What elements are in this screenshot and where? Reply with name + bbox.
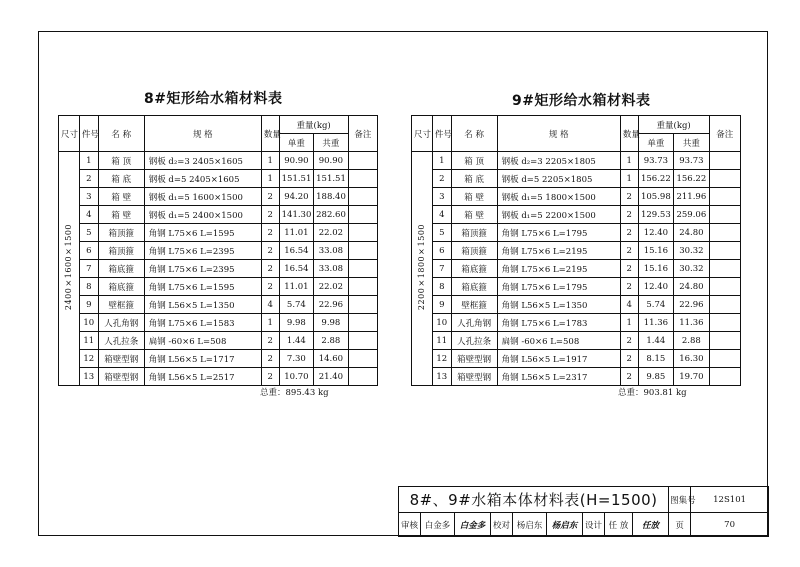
- title-block: [398, 486, 768, 536]
- cell-total-weight: 22.96: [314, 296, 349, 314]
- table8: [58, 115, 378, 386]
- cell-name: 箱底箍: [98, 278, 144, 296]
- cell-total-weight: 2.88: [314, 332, 349, 350]
- cell-total-weight: 11.36: [674, 314, 710, 332]
- cell-qty: 2: [261, 206, 279, 224]
- cell-note: [709, 332, 740, 350]
- cell-qty: 4: [261, 296, 279, 314]
- cell-spec: 扁钢 -60×6 L=508: [144, 332, 261, 350]
- cell-name: 箱底箍: [451, 278, 497, 296]
- table-row: [59, 206, 378, 224]
- table-row: [412, 224, 741, 242]
- cell-total-weight: 30.32: [674, 242, 710, 260]
- cell-note: [709, 296, 740, 314]
- cell-total-weight: 93.73: [674, 152, 710, 170]
- cell-no: 3: [432, 188, 451, 206]
- cell-no: 13: [79, 368, 98, 386]
- table-row: [412, 278, 741, 296]
- table-row: [59, 152, 378, 170]
- cell-unit-weight: 105.98: [638, 188, 674, 206]
- cell-spec: 角钢 L56×5 L=1917: [497, 350, 620, 368]
- cell-total-weight: 2.88: [674, 332, 710, 350]
- cell-spec: 角钢 L56×5 L=1350: [497, 296, 620, 314]
- cell-unit-weight: 129.53: [638, 206, 674, 224]
- table9-title: 9#矩形给水箱材料表: [512, 93, 651, 109]
- table-row: [59, 188, 378, 206]
- cell-total-weight: 24.80: [674, 224, 710, 242]
- cell-unit-weight: 5.74: [638, 296, 674, 314]
- cell-no: 2: [432, 170, 451, 188]
- cell-note: [348, 278, 377, 296]
- cell-qty: 2: [620, 224, 638, 242]
- cell-qty: 1: [620, 314, 638, 332]
- header-name: 名 称: [451, 116, 497, 152]
- cell-name: 箱 壁: [451, 206, 497, 224]
- cell-unit-weight: 10.70: [279, 368, 314, 386]
- cell-total-weight: 33.08: [314, 242, 349, 260]
- cell-qty: 2: [261, 350, 279, 368]
- cell-spec: 角钢 L75×6 L=2195: [497, 260, 620, 278]
- table-row: [59, 296, 378, 314]
- cell-qty: 2: [620, 368, 638, 386]
- reviewer-signature: 白金多: [455, 513, 491, 537]
- atlas-label: 图集号: [669, 487, 691, 513]
- cell-total-weight: 21.40: [314, 368, 349, 386]
- cell-total-weight: 14.60: [314, 350, 349, 368]
- atlas-number: 12S101: [691, 487, 769, 513]
- cell-no: 11: [79, 332, 98, 350]
- table-row: [59, 314, 378, 332]
- cell-spec: 钢板 d₂=3 2205×1805: [497, 152, 620, 170]
- header-no: 件号: [432, 116, 451, 152]
- cell-unit-weight: 156.22: [638, 170, 674, 188]
- table-row: [59, 350, 378, 368]
- header-name: 名 称: [98, 116, 144, 152]
- cell-no: 6: [432, 242, 451, 260]
- header-note: 备注: [709, 116, 740, 152]
- cell-spec: 钢板 d₂=3 2405×1605: [144, 152, 261, 170]
- table-row: [412, 296, 741, 314]
- review-label: 审核: [399, 513, 421, 537]
- cell-spec: 钢板 d=5 2405×1605: [144, 170, 261, 188]
- cell-unit-weight: 11.01: [279, 224, 314, 242]
- cell-note: [709, 224, 740, 242]
- table-row: [59, 170, 378, 188]
- cell-unit-weight: 8.15: [638, 350, 674, 368]
- cell-name: 箱壁型钢: [451, 350, 497, 368]
- cell-total-weight: 211.96: [674, 188, 710, 206]
- cell-qty: 2: [261, 188, 279, 206]
- cell-unit-weight: 7.30: [279, 350, 314, 368]
- cell-spec: 角钢 L75×6 L=1583: [144, 314, 261, 332]
- cell-unit-weight: 151.51: [279, 170, 314, 188]
- cell-note: [348, 314, 377, 332]
- table-row: [412, 332, 741, 350]
- cell-qty: 2: [620, 206, 638, 224]
- cell-total-weight: 156.22: [674, 170, 710, 188]
- cell-qty: 1: [261, 170, 279, 188]
- design-label: 设计: [583, 513, 605, 537]
- cell-note: [709, 278, 740, 296]
- cell-spec: 角钢 L56×5 L=1350: [144, 296, 261, 314]
- cell-qty: 2: [620, 350, 638, 368]
- cell-name: 箱 壁: [451, 188, 497, 206]
- cell-unit-weight: 11.36: [638, 314, 674, 332]
- cell-qty: 2: [261, 278, 279, 296]
- cell-no: 12: [432, 350, 451, 368]
- cell-unit-weight: 1.44: [638, 332, 674, 350]
- cell-total-weight: 22.02: [314, 224, 349, 242]
- cell-spec: 角钢 L56×5 L=1717: [144, 350, 261, 368]
- cell-note: [348, 296, 377, 314]
- cell-note: [348, 188, 377, 206]
- cell-no: 10: [432, 314, 451, 332]
- cell-spec: 角钢 L75×6 L=2195: [497, 242, 620, 260]
- cell-name: 箱壁型钢: [98, 368, 144, 386]
- designer-name: 任 放: [605, 513, 633, 537]
- cell-spec: 角钢 L75×6 L=1795: [497, 224, 620, 242]
- size-cell: [59, 152, 80, 386]
- cell-unit-weight: 141.30: [279, 206, 314, 224]
- cell-name: 箱底箍: [98, 260, 144, 278]
- cell-total-weight: 16.30: [674, 350, 710, 368]
- cell-no: 10: [79, 314, 98, 332]
- cell-unit-weight: 12.40: [638, 278, 674, 296]
- cell-spec: 角钢 L75×6 L=2395: [144, 242, 261, 260]
- check-label: 校对: [491, 513, 513, 537]
- cell-no: 8: [432, 278, 451, 296]
- cell-qty: 1: [261, 152, 279, 170]
- cell-spec: 钢板 d₁=5 2200×1500: [497, 206, 620, 224]
- cell-note: [709, 314, 740, 332]
- cell-no: 7: [79, 260, 98, 278]
- table-row: [412, 188, 741, 206]
- cell-unit-weight: 94.20: [279, 188, 314, 206]
- table9-grand-total: 总重：903.81 kg: [618, 388, 687, 398]
- cell-no: 9: [432, 296, 451, 314]
- table9: [411, 115, 741, 386]
- header-qty: 数量: [620, 116, 638, 152]
- cell-total-weight: 9.98: [314, 314, 349, 332]
- cell-no: 7: [432, 260, 451, 278]
- table-row: [59, 242, 378, 260]
- cell-unit-weight: 9.85: [638, 368, 674, 386]
- table-row: [412, 170, 741, 188]
- table8-grand-total: 总重：895.43 kg: [260, 388, 329, 398]
- cell-total-weight: 282.60: [314, 206, 349, 224]
- reviewer-name: 白金多: [421, 513, 455, 537]
- cell-spec: 角钢 L75×6 L=2395: [144, 260, 261, 278]
- cell-total-weight: 188.40: [314, 188, 349, 206]
- cell-unit-weight: 1.44: [279, 332, 314, 350]
- size-label: 2400×1600×1500: [64, 223, 74, 311]
- cell-no: 1: [79, 152, 98, 170]
- table9-body: [412, 116, 741, 386]
- cell-unit-weight: 16.54: [279, 260, 314, 278]
- cell-note: [709, 170, 740, 188]
- cell-note: [709, 188, 740, 206]
- header-weight: 重量(kg): [279, 116, 348, 134]
- table-row: [59, 332, 378, 350]
- cell-spec: 钢板 d=5 2205×1805: [497, 170, 620, 188]
- cell-note: [709, 260, 740, 278]
- cell-no: 4: [432, 206, 451, 224]
- table-row: [412, 314, 741, 332]
- cell-name: 人孔角钢: [451, 314, 497, 332]
- header-size: 尺寸: [59, 116, 80, 152]
- table-row: [59, 278, 378, 296]
- cell-name: 箱顶箍: [98, 242, 144, 260]
- cell-note: [348, 260, 377, 278]
- table8-title: 8#矩形给水箱材料表: [144, 91, 283, 107]
- cell-qty: 2: [620, 188, 638, 206]
- cell-name: 箱 壁: [98, 206, 144, 224]
- header-row: [412, 116, 741, 134]
- cell-total-weight: 33.08: [314, 260, 349, 278]
- table-row: [59, 368, 378, 386]
- cell-name: 箱 壁: [98, 188, 144, 206]
- cell-spec: 角钢 L75×6 L=1595: [144, 278, 261, 296]
- cell-note: [348, 170, 377, 188]
- cell-qty: 2: [261, 332, 279, 350]
- cell-unit-weight: 5.74: [279, 296, 314, 314]
- cell-note: [709, 152, 740, 170]
- cell-qty: 2: [620, 260, 638, 278]
- cell-name: 人孔拉条: [451, 332, 497, 350]
- size-cell: [412, 152, 433, 386]
- table-row: [412, 368, 741, 386]
- cell-qty: 2: [261, 242, 279, 260]
- cell-unit-weight: 9.98: [279, 314, 314, 332]
- cell-name: 人孔拉条: [98, 332, 144, 350]
- cell-qty: 2: [620, 242, 638, 260]
- cell-spec: 角钢 L75×6 L=1795: [497, 278, 620, 296]
- cell-name: 箱顶箍: [451, 242, 497, 260]
- cell-qty: 4: [620, 296, 638, 314]
- cell-note: [348, 242, 377, 260]
- cell-qty: 2: [261, 224, 279, 242]
- cell-spec: 扁钢 -60×6 L=508: [497, 332, 620, 350]
- cell-no: 5: [432, 224, 451, 242]
- cell-note: [348, 368, 377, 386]
- cell-unit-weight: 15.16: [638, 242, 674, 260]
- drawing-title: 8#、9#水箱本体材料表(H=1500): [399, 487, 669, 513]
- cell-unit-weight: 93.73: [638, 152, 674, 170]
- cell-name: 人孔角钢: [98, 314, 144, 332]
- header-spec: 规 格: [497, 116, 620, 152]
- cell-spec: 角钢 L75×6 L=1595: [144, 224, 261, 242]
- cell-no: 2: [79, 170, 98, 188]
- cell-note: [348, 206, 377, 224]
- cell-total-weight: 19.70: [674, 368, 710, 386]
- cell-qty: 2: [620, 278, 638, 296]
- cell-note: [709, 242, 740, 260]
- cell-name: 壁框箍: [451, 296, 497, 314]
- cell-name: 壁框箍: [98, 296, 144, 314]
- cell-no: 13: [432, 368, 451, 386]
- cell-note: [348, 224, 377, 242]
- cell-total-weight: 30.32: [674, 260, 710, 278]
- cell-no: 12: [79, 350, 98, 368]
- cell-spec: 钢板 d₁=5 2400×1500: [144, 206, 261, 224]
- cell-name: 箱顶箍: [451, 224, 497, 242]
- header-note: 备注: [348, 116, 377, 152]
- cell-qty: 1: [261, 314, 279, 332]
- cell-no: 4: [79, 206, 98, 224]
- header-spec: 规 格: [144, 116, 261, 152]
- cell-total-weight: 259.06: [674, 206, 710, 224]
- cell-total-weight: 151.51: [314, 170, 349, 188]
- cell-qty: 1: [620, 170, 638, 188]
- header-size: 尺寸: [412, 116, 433, 152]
- cell-name: 箱 顶: [98, 152, 144, 170]
- cell-name: 箱顶箍: [98, 224, 144, 242]
- designer-signature: 任放: [633, 513, 669, 537]
- header-total-weight: 共重: [314, 134, 349, 152]
- cell-no: 9: [79, 296, 98, 314]
- cell-name: 箱 底: [98, 170, 144, 188]
- cell-note: [709, 368, 740, 386]
- cell-qty: 2: [261, 260, 279, 278]
- header-qty: 数量: [261, 116, 279, 152]
- table-row: [412, 260, 741, 278]
- cell-name: 箱 底: [451, 170, 497, 188]
- table-row: [412, 206, 741, 224]
- header-weight: 重量(kg): [638, 116, 709, 134]
- header-row: [59, 116, 378, 134]
- cell-name: 箱 顶: [451, 152, 497, 170]
- cell-no: 11: [432, 332, 451, 350]
- header-unit-weight: 单重: [279, 134, 314, 152]
- size-label: 2200×1800×1500: [417, 223, 427, 311]
- table-row: [412, 152, 741, 170]
- cell-qty: 1: [620, 152, 638, 170]
- cell-unit-weight: 90.90: [279, 152, 314, 170]
- cell-name: 箱壁型钢: [98, 350, 144, 368]
- cell-note: [709, 350, 740, 368]
- cell-note: [348, 332, 377, 350]
- cell-unit-weight: 16.54: [279, 242, 314, 260]
- table-row: [412, 350, 741, 368]
- cell-total-weight: 24.80: [674, 278, 710, 296]
- cell-spec: 角钢 L56×5 L=2517: [144, 368, 261, 386]
- header-unit-weight: 单重: [638, 134, 674, 152]
- cell-unit-weight: 11.01: [279, 278, 314, 296]
- cell-note: [348, 350, 377, 368]
- header-no: 件号: [79, 116, 98, 152]
- cell-unit-weight: 12.40: [638, 224, 674, 242]
- table8-body: [59, 116, 378, 386]
- cell-spec: 角钢 L56×5 L=2317: [497, 368, 620, 386]
- checker-name: 杨启东: [513, 513, 547, 537]
- page-number: 70: [691, 513, 769, 537]
- cell-name: 箱壁型钢: [451, 368, 497, 386]
- table-row: [59, 224, 378, 242]
- cell-spec: 钢板 d₁=5 1800×1500: [497, 188, 620, 206]
- cell-no: 6: [79, 242, 98, 260]
- cell-name: 箱底箍: [451, 260, 497, 278]
- cell-no: 5: [79, 224, 98, 242]
- cell-spec: 钢板 d₁=5 1600×1500: [144, 188, 261, 206]
- cell-no: 1: [432, 152, 451, 170]
- cell-unit-weight: 15.16: [638, 260, 674, 278]
- cell-note: [709, 206, 740, 224]
- cell-no: 3: [79, 188, 98, 206]
- cell-spec: 角钢 L75×6 L=1783: [497, 314, 620, 332]
- cell-total-weight: 22.96: [674, 296, 710, 314]
- cell-qty: 2: [620, 332, 638, 350]
- cell-total-weight: 90.90: [314, 152, 349, 170]
- checker-signature: 杨启东: [547, 513, 583, 537]
- cell-no: 8: [79, 278, 98, 296]
- header-total-weight: 共重: [674, 134, 710, 152]
- table-row: [412, 242, 741, 260]
- table-row: [59, 260, 378, 278]
- page-label: 页: [669, 513, 691, 537]
- cell-qty: 2: [261, 368, 279, 386]
- cell-total-weight: 22.02: [314, 278, 349, 296]
- cell-note: [348, 152, 377, 170]
